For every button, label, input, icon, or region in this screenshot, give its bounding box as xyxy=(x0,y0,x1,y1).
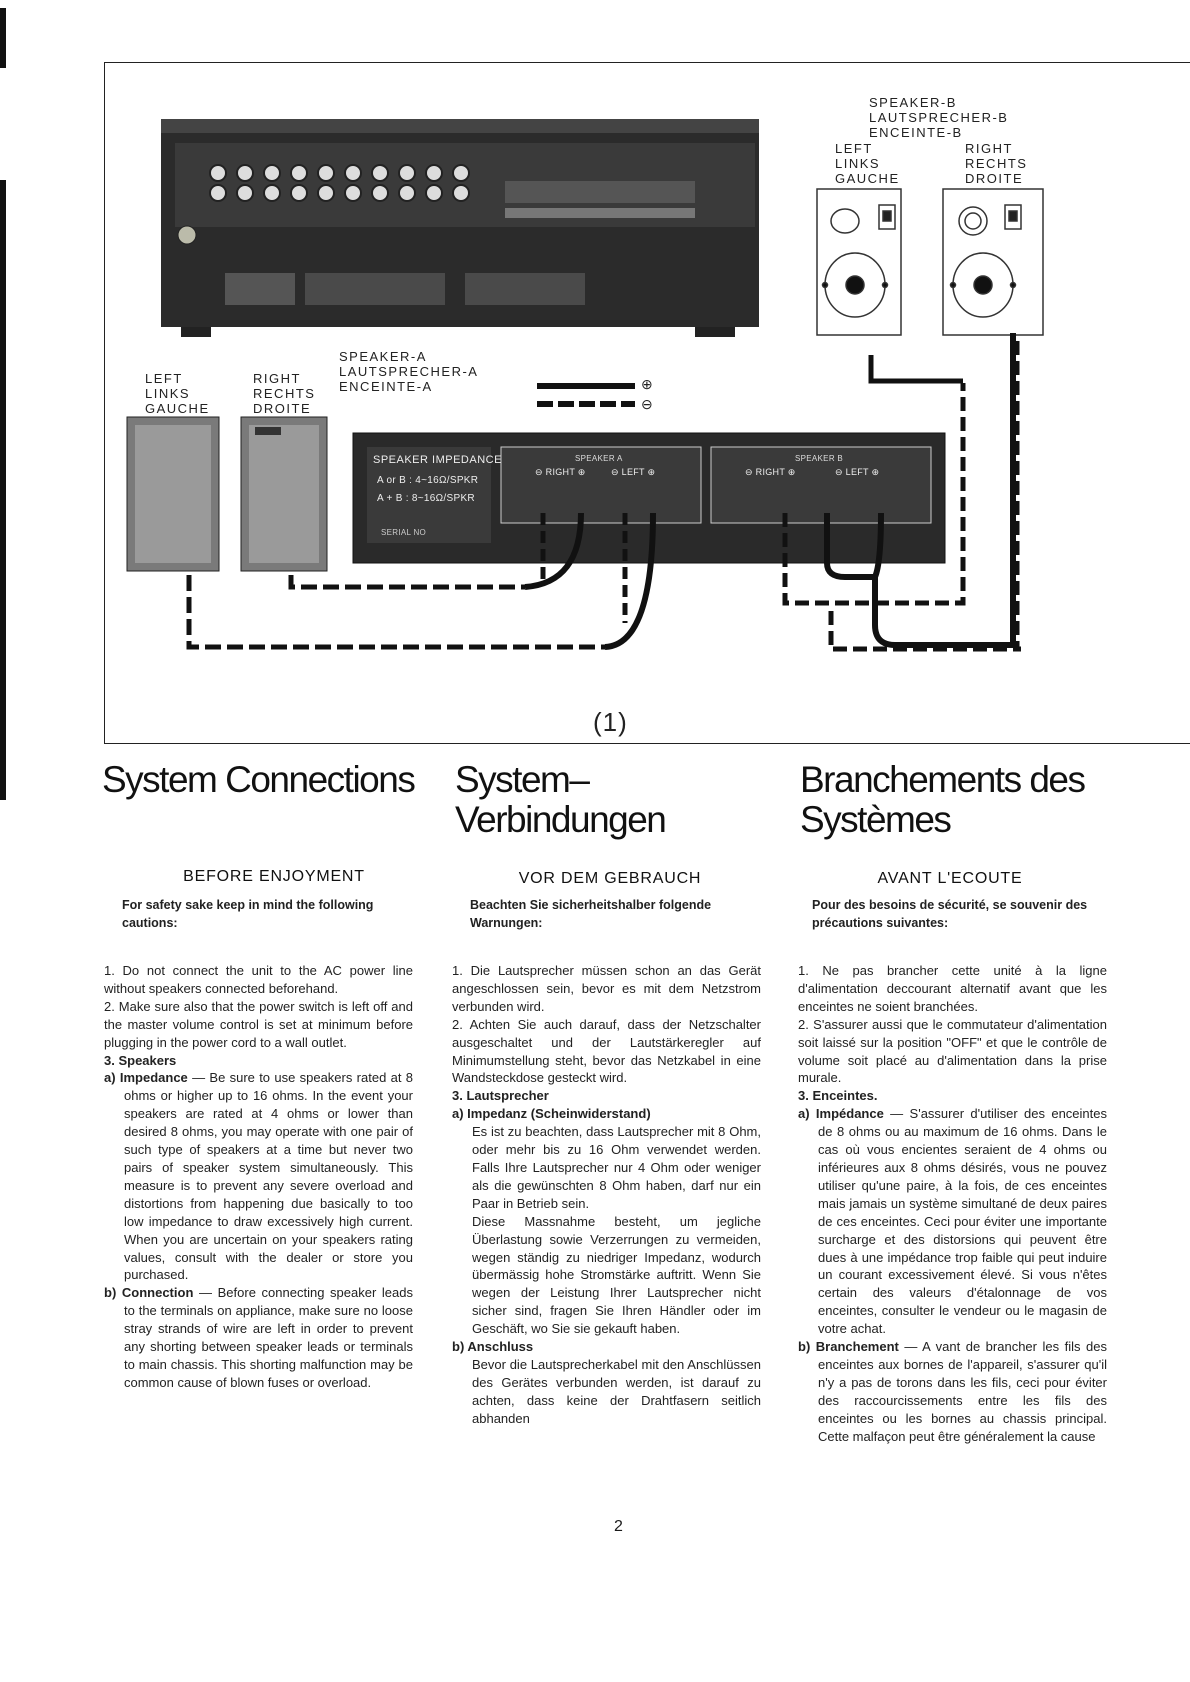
en-item-1: 1. Do not connect the unit to the AC power line without speakers connected beforehand. xyxy=(104,963,413,996)
fr-item-3: 3. Enceintes. xyxy=(798,1088,878,1104)
positive-wire-legend xyxy=(537,383,635,389)
minus-symbol: ⊖ xyxy=(641,396,655,412)
speaker-b-right-label: RIGHT RECHTS DROITE xyxy=(965,141,1028,186)
de-item-3a-text: Es ist zu beachten, dass Lautsprecher mit 8 Ohm, oder mehr bis zu 16 Ohm verwendet werden. Falls Ihre Lautsprecher nur 4 Ohm oder weniger als die gewünschten 8 Ohm haben, darf nur ein Paar in Betrieb sein. xyxy=(472,1124,761,1211)
de-item-3: 3. Lautsprecher xyxy=(452,1088,549,1104)
de-item-1: 1. Die Lautsprecher müssen schon an das Gerät angeschlossen sein, bevor es mit dem Netzstrom verbunden wird. xyxy=(452,963,761,1014)
fr-item-3a: a) Impédance — S'assurer d'utiliser des enceintes de 8 ohms ou au maximum de 16 ohms. Dans le cas où vous encientes seraient de 4 ohms ou inférieures aux 8 ohms désirés, vous ne pouvez utiliser qu'une paire, à la fois, de ces enceintes mais jamais un système simultané de deux paires de ces enceintes. Ceci pour éviter une importante surcharge et des distorsions qui peuvent être dues à une impédance trop faible qui peut induire un courant excessivement élevé. Si vous n'êtes certain des valeurs d'étalonnage de vos enceintes, consulter le vendeur ou le magasin de votre achat. xyxy=(798,1106,1107,1337)
de-item-3b-text: Bevor die Lautsprecherkabel mit den Anschlüssen des Gerätes verbunden werden, ist darauf zu achten, dass keine der Drahtfasern seitlich abhanden xyxy=(472,1356,761,1426)
speaker-a-label: SPEAKER-A LAUTSPRECHER-A ENCEINTE-A xyxy=(339,349,479,394)
english-column xyxy=(104,962,413,1392)
heading-french: Branchements des Systèmes xyxy=(800,759,1085,840)
panel-b-left-label: ⊖ LEFT ⊕ xyxy=(835,467,880,477)
connection-diagram xyxy=(104,62,1190,744)
fr-item-1: 1. Ne pas brancher cette unité à la ligne d'alimentation deccourant alternatif avant que les enceintes ne soient branchées. xyxy=(798,963,1107,1014)
panel-a-left-label: ⊖ LEFT ⊕ xyxy=(611,467,656,477)
fr-item-2: 2. S'assurer aussi que le commutateur d'alimentation soit laissé sur la position "OFF" et que le contrôle de volume soit placé au d'alimentation dans la prise murale. xyxy=(798,1016,1107,1086)
en-item-2: 2. Make sure also that the power switch is left off and the master volume control is set at minimum before plugging in the power cord to a wall outlet. xyxy=(104,998,413,1050)
panel-a-right-label: ⊖ RIGHT ⊕ xyxy=(535,467,586,477)
panel-apb-label: A + B : 8~16Ω/SPKR xyxy=(377,493,475,504)
de-item-3a-text2: Diese Massnahme besteht, um jegliche Überlastung sowie Verzerrungen zu vermeiden, wegen ständig zu niedriger Impedanz, wodurch übermässig hohe Stromstärke auftritt. Wenn Sie wegen der Leistung Ihrer Lautsprecher nicht sicher sind, fragen Sie Ihren Händler oder im Geschäft, wo Sie sie gekauft haben. xyxy=(472,1213,761,1337)
figure-number: (1) xyxy=(593,707,628,737)
en-item-3b: b) Connection — Before connecting speaker leads to the terminals on appliance, make sure no loose stray strands of wire are left in order to prevent any shorting between speaker leads or terminals to main chassis. This shorting malfunction may be common cause of blown fuses or overload. xyxy=(104,1285,413,1390)
speaker-a-pair-illustration xyxy=(127,417,327,571)
amplifier-rear-photo xyxy=(161,119,759,337)
scan-edge-mark xyxy=(0,8,6,68)
heading-english: System Connections xyxy=(102,759,415,800)
subheading-english: BEFORE ENJOYMENT xyxy=(183,868,365,885)
panel-ab-label: A or B : 4~16Ω/SPKR xyxy=(377,475,479,486)
speaker-b-right-illustration xyxy=(943,189,1043,335)
speaker-b-label: SPEAKER-B LAUTSPRECHER-B ENCEINTE-B xyxy=(869,95,1009,140)
de-item-2: 2. Achten Sie auch darauf, dass der Netzschalter ausgeschaltet und der Lautstärkeregler auf Minimumstellung steht, bevor das Netzkabel in eine Wandsteckdose gesteckt wird. xyxy=(452,1016,761,1086)
speaker-b-left-illustration xyxy=(817,189,901,335)
panel-serial-label: SERIAL NO xyxy=(381,528,427,537)
plus-symbol: ⊕ xyxy=(641,376,655,392)
speaker-a-right-label: RIGHT RECHTS DROITE xyxy=(253,371,316,416)
intro-german: Beachten Sie sicherheitshalber folgende Warnungen: xyxy=(470,898,712,930)
panel-impedance-label: SPEAKER IMPEDANCE xyxy=(373,454,502,466)
scan-edge-mark xyxy=(0,180,6,800)
de-item-3a-label: a) Impedanz (Scheinwiderstand) xyxy=(452,1106,651,1122)
intro-french: Pour des besoins de sécurité, se souvenir des précautions suivantes: xyxy=(812,898,1088,930)
heading-german: System– Verbindungen xyxy=(455,759,666,840)
subheading-french: AVANT L'ECOUTE xyxy=(877,870,1023,887)
page-number: 2 xyxy=(614,1518,623,1535)
panel-b-right-label: ⊖ RIGHT ⊕ xyxy=(745,467,796,477)
speaker-b-left-label: LEFT LINKS GAUCHE xyxy=(835,141,900,186)
speaker-a-left-label: LEFT LINKS GAUCHE xyxy=(145,371,210,416)
french-column xyxy=(798,962,1107,1445)
panel-speaker-b-label: SPEAKER B xyxy=(795,454,844,463)
panel-speaker-a-label: SPEAKER A xyxy=(575,454,623,463)
en-item-3: 3. Speakers xyxy=(104,1052,177,1068)
fr-item-3b: b) Branchement — A vant de brancher les fils des enceintes aux bornes de l'appareil, s'assurer qu'il n'y a pas de torons dans les fils, ceci pour éviter des raccourcissements entre les fils des enceintes ou les bornes au chassis principal. Cette malfaçon peut être généralement la cause xyxy=(798,1339,1107,1444)
de-item-3b-label: b) Anschluss xyxy=(452,1339,534,1355)
intro-english: For safety sake keep in mind the following cautions: xyxy=(122,898,374,930)
subheading-german: VOR DEM GEBRAUCH xyxy=(518,870,702,887)
german-column xyxy=(452,962,761,1428)
en-item-3a: a) Impedance — Be sure to use speakers rated at 8 ohms or higher up to 16 ohms. In the event your speakers are rated at 4 ohms or lower than desired 8 ohms, you may operate with one pair of such type of speakers at a time but never two pairs of speaker system simultaneously. This measure is to prevent any severe overload and distortions from happening due basically to too low impedance to draw excessively high current. When you are uncertain on your speakers rating values, consult with the dealer or store you purchased. xyxy=(104,1070,413,1283)
